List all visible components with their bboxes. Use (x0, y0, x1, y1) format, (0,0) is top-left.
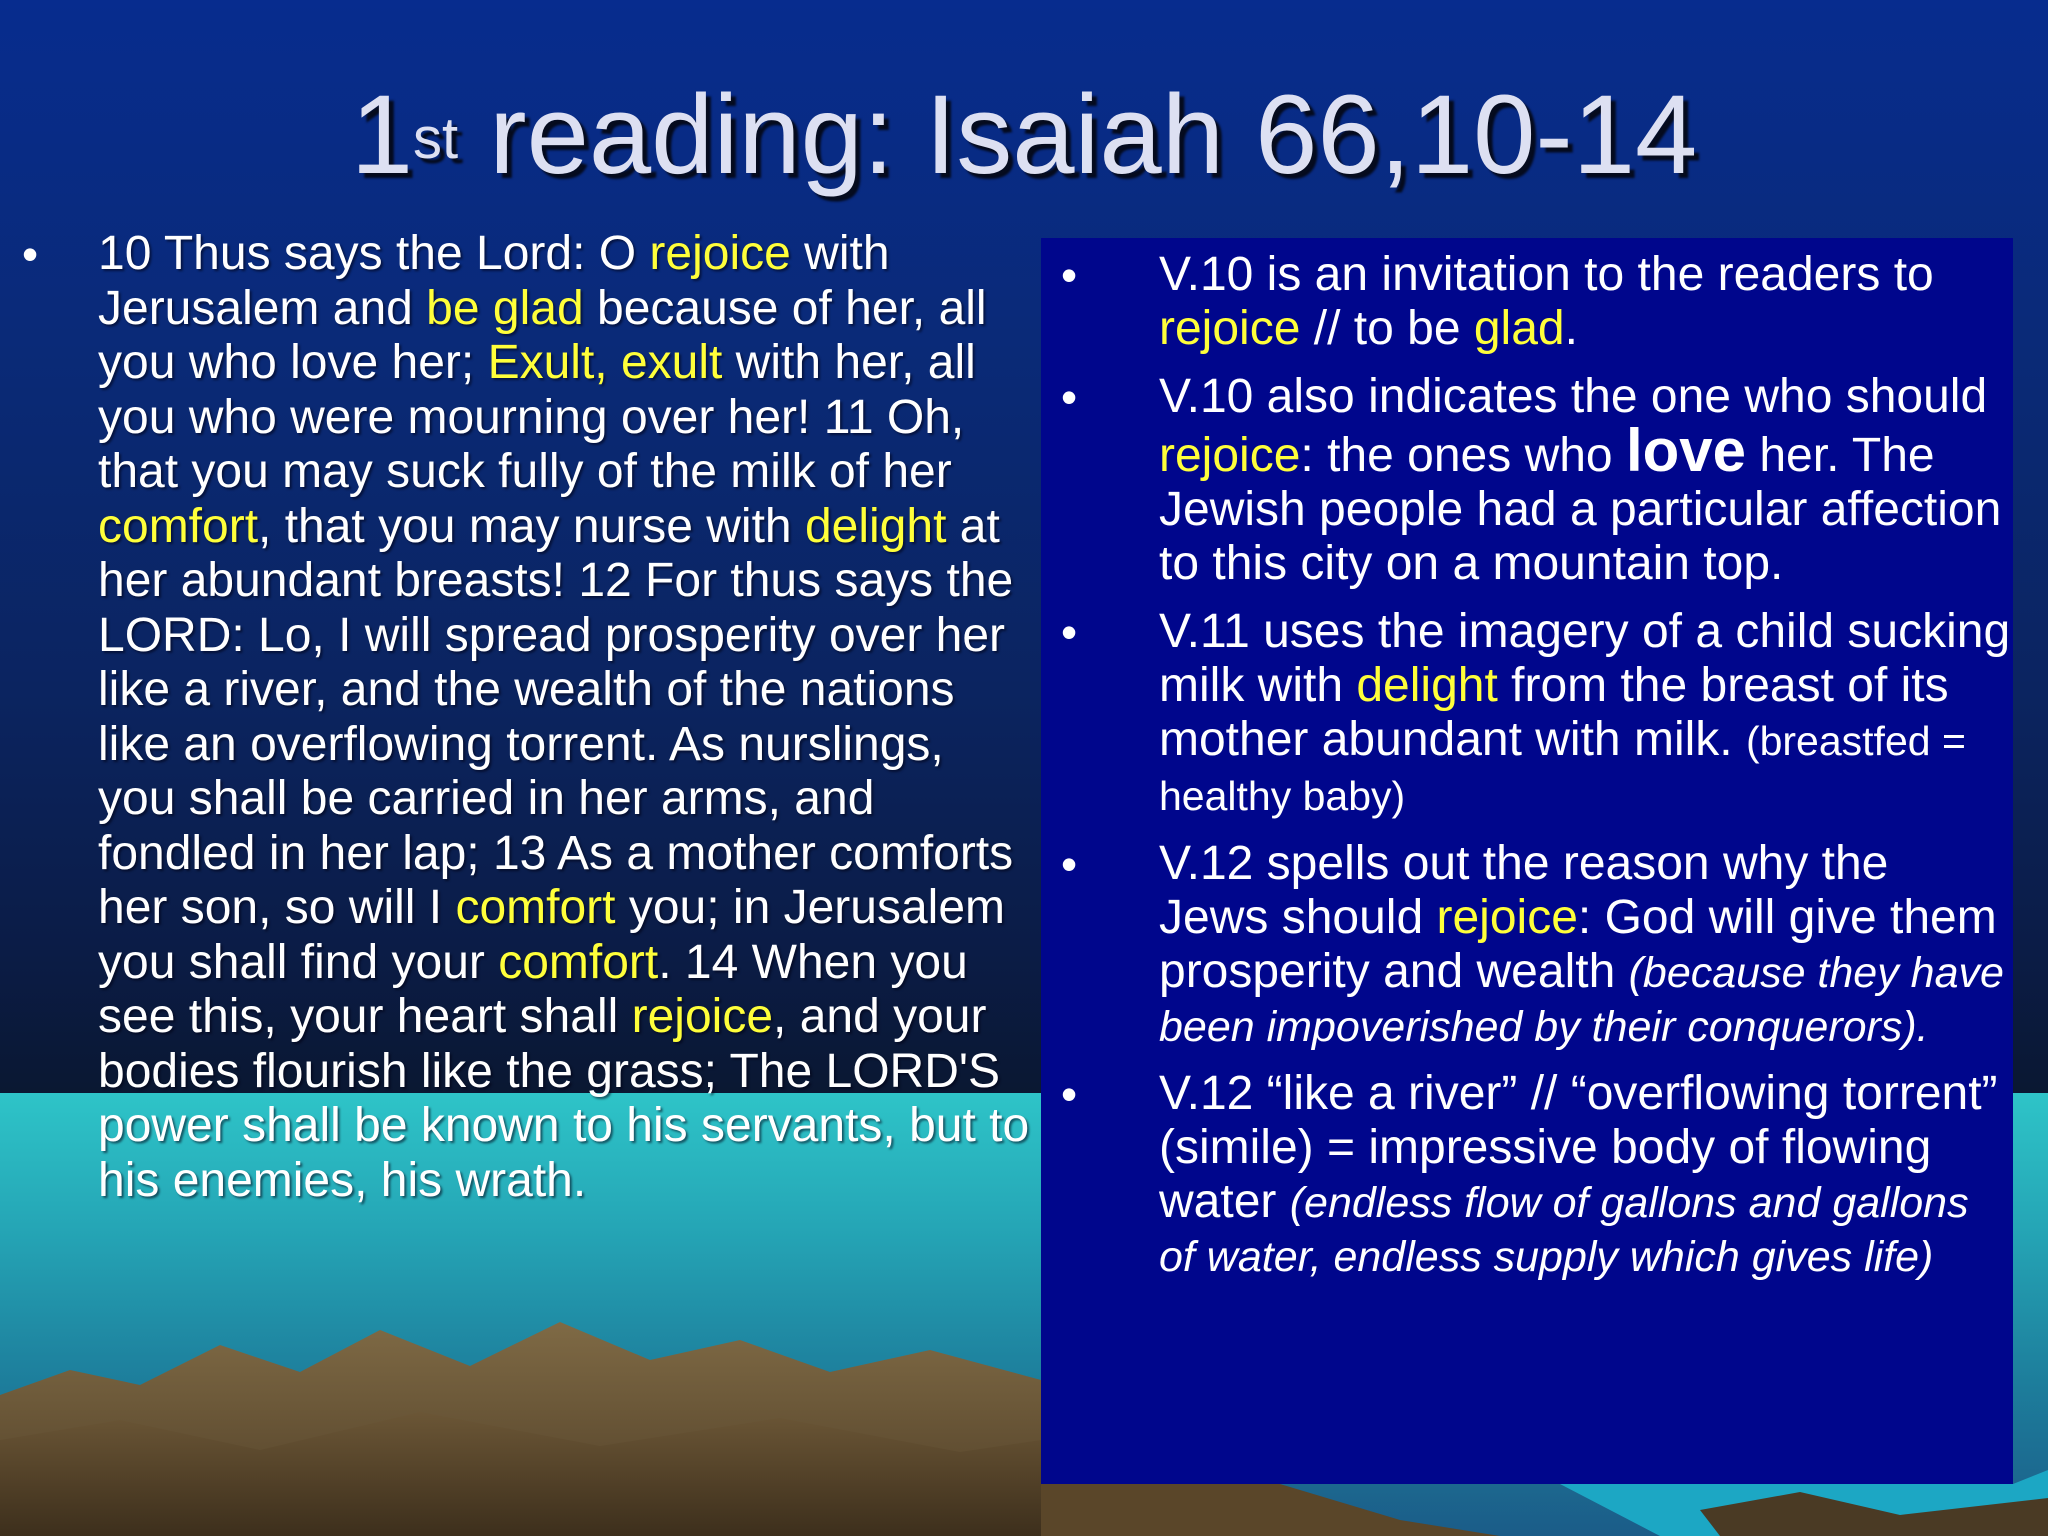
commentary-item (1061, 248, 2011, 356)
commentary-item (1061, 837, 2011, 1053)
scripture-segment: 10 Thus says the Lord: O (98, 227, 650, 280)
bullet-icon: • (1061, 249, 1078, 301)
scripture-column (22, 227, 1032, 1208)
highlighted-word: delight (804, 499, 947, 553)
highlighted-word: delight (1356, 659, 1498, 712)
commentary-segment: : God will give them prosperity and wealth (1159, 891, 1997, 998)
commentary-segment: from the breast of its mother abundant with milk. (1159, 659, 1949, 766)
highlighted-word: be glad (426, 281, 584, 335)
commentary-segment: V.12 spells out the reason why the Jews should (1159, 837, 1889, 944)
commentary-segment: V.10 is an invitation to the readers to (1159, 248, 1934, 301)
highlighted-word: Exult, exult (487, 336, 723, 389)
bullet-icon: • (1061, 838, 1078, 890)
scripture-segment: . 14 When you see this, your heart shall (98, 935, 968, 1043)
scripture-segment: you; in Jerusalem you shall find your (98, 881, 1006, 989)
slide-title (0, 70, 2048, 200)
commentary-box (1041, 238, 2013, 1484)
scripture-segment: at her abundant breasts! 12 For thus says the LORD: Lo, I will spread prosperity over her like a river, and the wealth of the nations like an overflowing torrent. As nurslings, you shall be carried in her arms, and fondled in her lap; 13 As a mother comforts her son, so will I (98, 499, 1014, 934)
commentary-item (1061, 605, 2011, 823)
scripture-bullet (22, 227, 1032, 1208)
title-rest: reading: Isaiah 66,10-14 (458, 72, 1698, 197)
commentary-segment: her. The Jewish people had a particular affection to this city on a mountain top. (1159, 429, 2002, 590)
bullet-icon: • (22, 228, 39, 280)
commentary-item (1061, 370, 2011, 591)
title-prefix: 1 (350, 72, 414, 197)
scripture-segment: because of her, all you who love her; (98, 281, 987, 389)
commentary-segment: // to be (1300, 302, 1474, 355)
highlighted-word: comfort (498, 935, 659, 989)
commentary-segment: V.10 also indicates the one who should (1159, 370, 1988, 423)
commentary-segment: V.12 “like a river” // “overflowing torrent” (simile) = impressive body of flowing water (1159, 1067, 1998, 1228)
parenthetical-note: (breastfed = healthy baby) (1159, 718, 1966, 819)
highlighted-word: rejoice (631, 990, 774, 1043)
bullet-icon: • (1061, 606, 1078, 658)
bullet-icon: • (1061, 1068, 1078, 1120)
emphasized-word: love (1625, 417, 1747, 484)
highlighted-word: rejoice (649, 227, 791, 280)
italic-note: (endless flow of gallons and gallons of water, endless supply which gives life) (1159, 1179, 1969, 1281)
bullet-icon: • (1061, 371, 1078, 423)
scripture-segment: with Jerusalem and (98, 227, 890, 335)
scripture-segment: with her, all you who were mourning over her! 11 Oh, that you may suck fully of the milk of her (98, 336, 976, 498)
highlighted-word: comfort (455, 881, 616, 934)
scripture-segment: , and your bodies flourish like the grass; The LORD'S power shall be known to his servants, but to his enemies, his wrath. (98, 990, 1030, 1207)
title-superscript: st (413, 106, 459, 171)
highlighted-word: rejoice (1159, 302, 1301, 355)
italic-note: (because they have been impoverished by their conquerors). (1159, 949, 2004, 1051)
highlighted-word: rejoice (1436, 891, 1578, 944)
commentary-segment: : the ones who (1300, 429, 1626, 482)
scripture-segment: , that you may nurse with (258, 499, 805, 553)
highlighted-word: glad (1473, 302, 1565, 355)
highlighted-word: rejoice (1159, 429, 1301, 482)
scripture-text (98, 227, 1032, 1208)
highlighted-word: comfort (98, 499, 259, 553)
commentary-list (1061, 248, 2011, 1297)
commentary-segment: V.11 uses the imagery of a child sucking milk with (1159, 605, 2011, 712)
commentary-segment: . (1564, 302, 1578, 355)
commentary-item (1061, 1067, 2011, 1283)
